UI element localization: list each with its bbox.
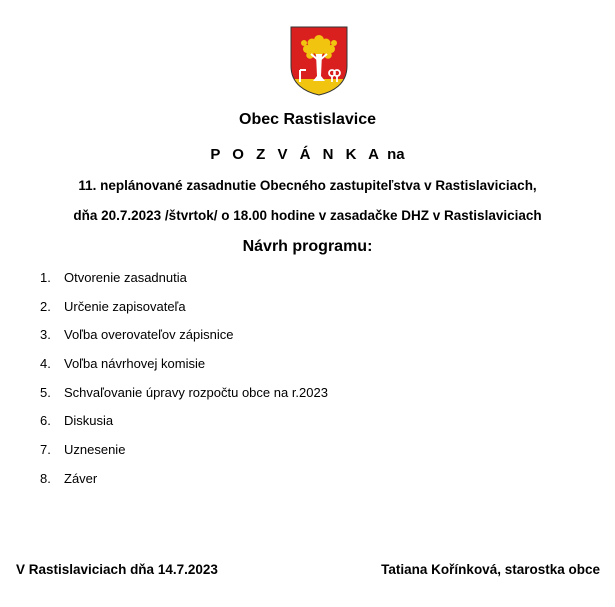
agenda-item-number: 6. (40, 413, 51, 429)
agenda-item-number: 7. (40, 442, 51, 458)
agenda-item-text: Uznesenie (64, 442, 126, 458)
agenda-item-number: 5. (40, 384, 51, 400)
meeting-description: 11. neplánované zasadnutie Obecného zastupiteľstva v Rastislaviciach, (78, 178, 537, 193)
invitation-heading (0, 146, 615, 163)
agenda-item-number: 4. (40, 356, 51, 372)
program-heading: Návrh programu: (242, 238, 373, 255)
place-date: V Rastislaviciach dňa 14.7.2023 (16, 562, 218, 577)
agenda-item-text: Schvaľovanie úpravy rozpočtu obce na r.2023 (64, 384, 328, 400)
agenda-item-text: Záver (64, 470, 98, 486)
agenda-item-text: Určenie zapisovateľa (64, 298, 186, 314)
agenda-item-text: Otvorenie zasadnutia (64, 270, 187, 285)
coat-of-arms-icon (290, 26, 348, 96)
invitation-word: P O Z V Á N K A (210, 146, 383, 163)
municipality-title: Obec Rastislavice (239, 111, 376, 128)
coat-of-arms (290, 26, 348, 96)
meeting-date-place: dňa 20.7.2023 /štvrtok/ o 18.00 hodine v zasadačke DHZ v Rastislaviciach (73, 208, 542, 223)
agenda-item-number: 1. (40, 270, 51, 285)
agenda-item-number: 2. (40, 298, 51, 314)
signature: Tatiana Kořínková, starostka obce (381, 562, 600, 577)
invitation-suffix: na (387, 146, 405, 163)
agenda-item-text: Voľba overovateľov zápisnice (64, 327, 234, 343)
agenda-item-number: 8. (40, 470, 51, 486)
agenda-item-text: Diskusia (64, 413, 114, 429)
agenda-item-text: Voľba návrhovej komisie (64, 356, 206, 372)
agenda-item-number: 3. (40, 327, 51, 343)
